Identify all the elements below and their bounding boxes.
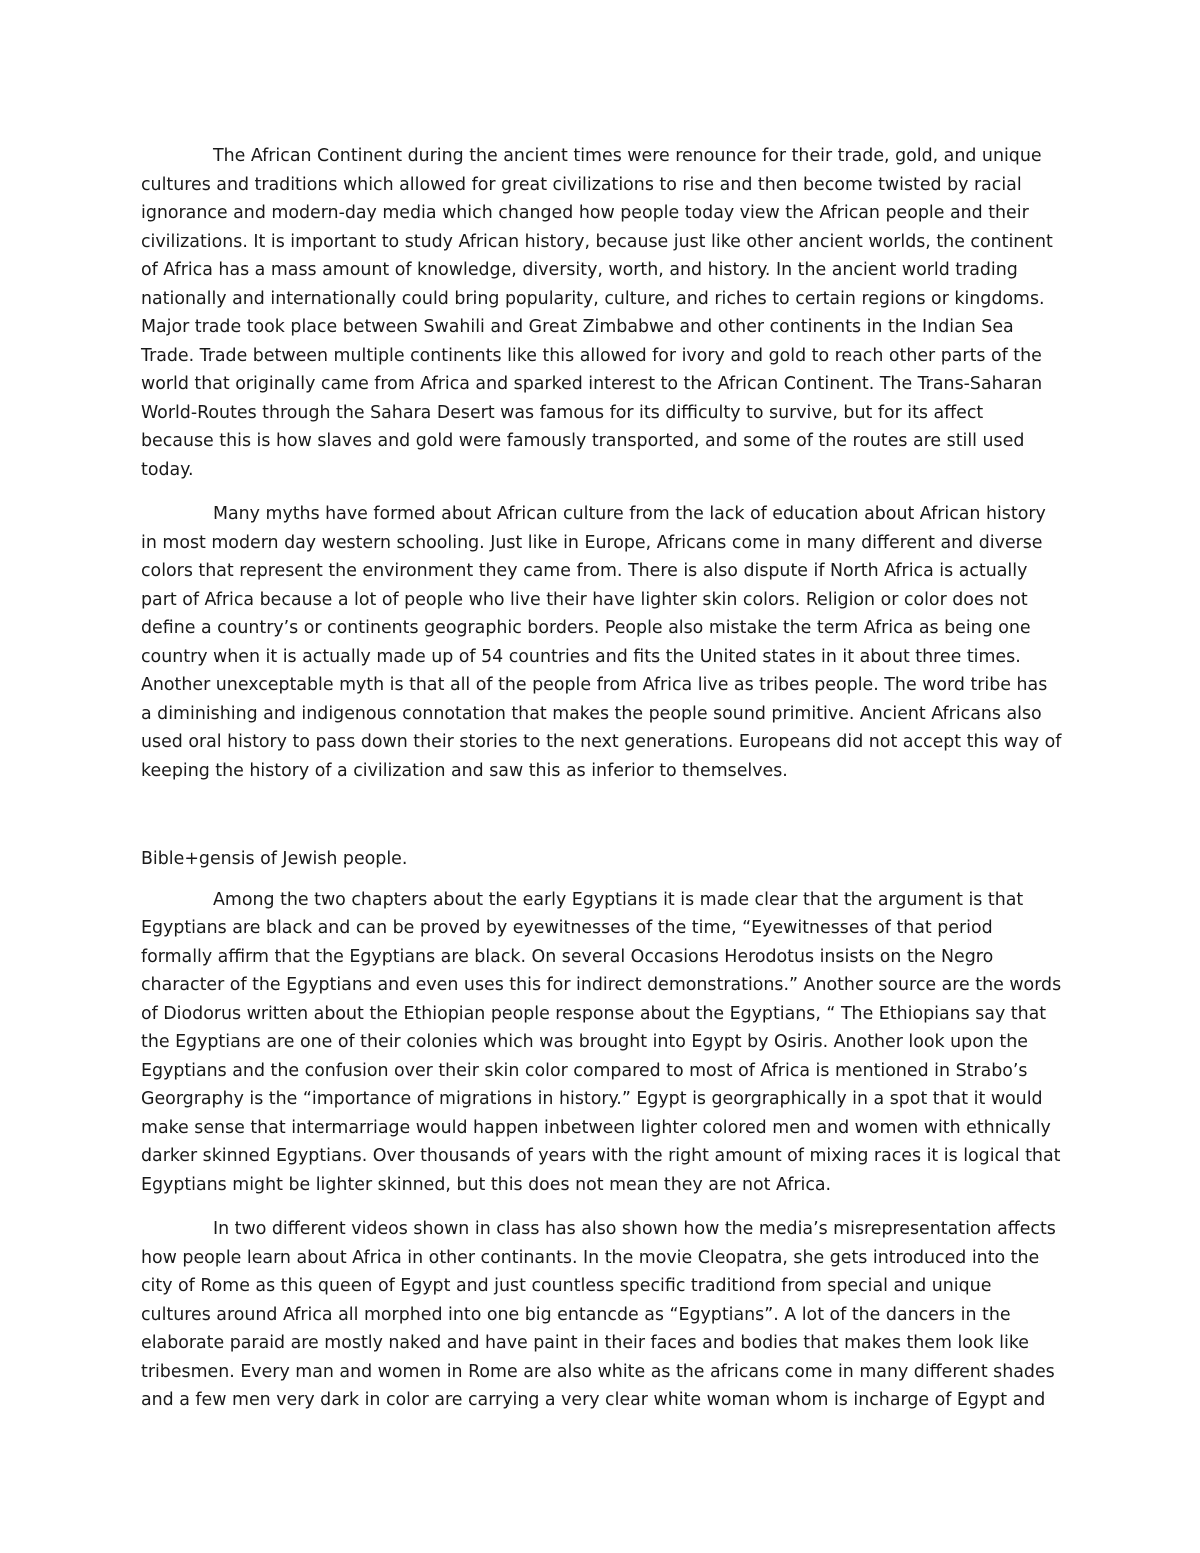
text-line: cultures around Africa all morphed into one big entancde as “Egyptians”. A lot of the dancers in the <box>141 1304 1011 1325</box>
text-line: Trade. Trade between multiple continents like this allowed for ivory and gold to reach other parts of the <box>141 345 1042 366</box>
text-line: colors that represent the environment they came from. There is also dispute if North Africa is actually <box>141 561 1028 581</box>
text-line: part of Africa because a lot of people who live their have lighter skin colors. Religion or color does not <box>141 589 1028 610</box>
section-spacer <box>141 785 1061 845</box>
text-line: the Egyptians are one of their colonies which was brought into Egypt by Osiris. Another look upon the <box>141 1032 1028 1052</box>
text-line: used oral history to pass down their stories to the next generations. Europeans did not accept this way of <box>141 732 1062 752</box>
text-line: tribesmen. Every man and women in Rome are also white as the africans come in many different shades <box>141 1361 1055 1382</box>
text-line: Major trade took place between Swahili and Great Zimbabwe and other continents in the Indian Sea <box>141 317 1014 337</box>
paragraph-spacer <box>141 484 1061 500</box>
text-line: define a country’s or continents geographic borders. People also mistake the term Africa as being one <box>141 618 1031 638</box>
paragraph-3 <box>141 886 1061 1200</box>
text-line: The African Continent during the ancient times were renounce for their trade, gold, and unique <box>213 146 1042 166</box>
text-line: formally affirm that the Egyptians are black. On several Occasions Herodotus insists on the Negro <box>141 946 994 967</box>
text-line: of Diodorus written about the Ethiopian people response about the Egyptians, “ The Ethiopians say that <box>141 1003 1047 1024</box>
text-line: Among the two chapters about the early Egyptians it is made clear that the argument is that <box>213 889 1024 910</box>
text-line: because this is how slaves and gold were famously transported, and some of the routes are still used <box>141 431 1025 451</box>
text-line: nationally and internationally could bring popularity, culture, and riches to certain regions or kingdoms. <box>141 288 1045 309</box>
text-line: today. <box>141 459 194 480</box>
text-line: country when it is actually made up of 54 countries and fits the United states in it about three times. <box>141 646 1021 667</box>
text-line: Egyptians and the confusion over their skin color compared to most of Africa is mentioned in Strabo’s <box>141 1060 1028 1081</box>
text-line: in most modern day western schooling. Just like in Europe, Africans come in many different and diverse <box>141 532 1043 553</box>
text-line: keeping the history of a civilization and saw this as inferior to themselves. <box>141 760 788 781</box>
paragraph-2 <box>141 500 1061 785</box>
text-line: character of the Egyptians and even uses this for indirect demonstrations.” Another source are the words <box>141 975 1062 995</box>
document-body <box>141 142 1061 1415</box>
paragraph-spacer <box>141 1199 1061 1215</box>
text-line: elaborate paraid are mostly naked and have paint in their faces and bodies that makes them look like <box>141 1333 1029 1353</box>
text-line: World-Routes through the Sahara Desert was famous for its difficulty to survive, but for its affect <box>141 402 984 423</box>
text-line: darker skinned Egyptians. Over thousands of years with the right amount of mixing races it is logical that <box>141 1146 1061 1166</box>
heading-spacer <box>141 874 1061 886</box>
text-line: city of Rome as this queen of Egypt and just countless specific traditiond from special and unique <box>141 1276 992 1296</box>
text-line: cultures and traditions which allowed for great civilizations to rise and then become twisted by racial <box>141 174 1022 195</box>
paragraph-1 <box>141 142 1061 484</box>
text-line: a diminishing and indigenous connotation that makes the people sound primitive. Ancient Africans also <box>141 703 1042 724</box>
section-heading: Bible+gensis of Jewish people. <box>141 849 408 869</box>
text-line: and a few men very dark in color are carrying a very clear white woman whom is incharge of Egypt and <box>141 1390 1046 1410</box>
text-line: civilizations. It is important to study African history, because just like other ancient worlds, the continent <box>141 231 1053 252</box>
text-line: make sense that intermarriage would happen inbetween lighter colored men and women with ethnically <box>141 1117 1051 1138</box>
text-line: how people learn about Africa in other continants. In the movie Cleopatra, she gets introduced into the <box>141 1247 1040 1268</box>
text-line: Georgraphy is the “importance of migrations in history.” Egypt is georgraphically in a spot that it would <box>141 1089 1043 1109</box>
text-line: of Africa has a mass amount of knowledge, diversity, worth, and history. In the ancient world trading <box>141 260 1018 280</box>
paragraph-4 <box>141 1215 1061 1415</box>
text-line: Egyptians are black and can be proved by eyewitnesses of the time, “Eyewitnesses of that period <box>141 918 993 938</box>
text-line: Another unexceptable myth is that all of the people from Africa live as tribes people. The word tribe has <box>141 675 1048 695</box>
text-line: Egyptians might be lighter skinned, but this does not mean they are not Africa. <box>141 1174 832 1195</box>
text-line: ignorance and modern-day media which changed how people today view the African people and their <box>141 203 1029 223</box>
text-line: Many myths have formed about African culture from the lack of education about African history <box>213 504 1046 524</box>
text-line: world that originally came from Africa and sparked interest to the African Continent. The Trans-Saharan <box>141 374 1043 394</box>
text-line: In two different videos shown in class has also shown how the media’s misrepresentation affects <box>213 1219 1056 1239</box>
